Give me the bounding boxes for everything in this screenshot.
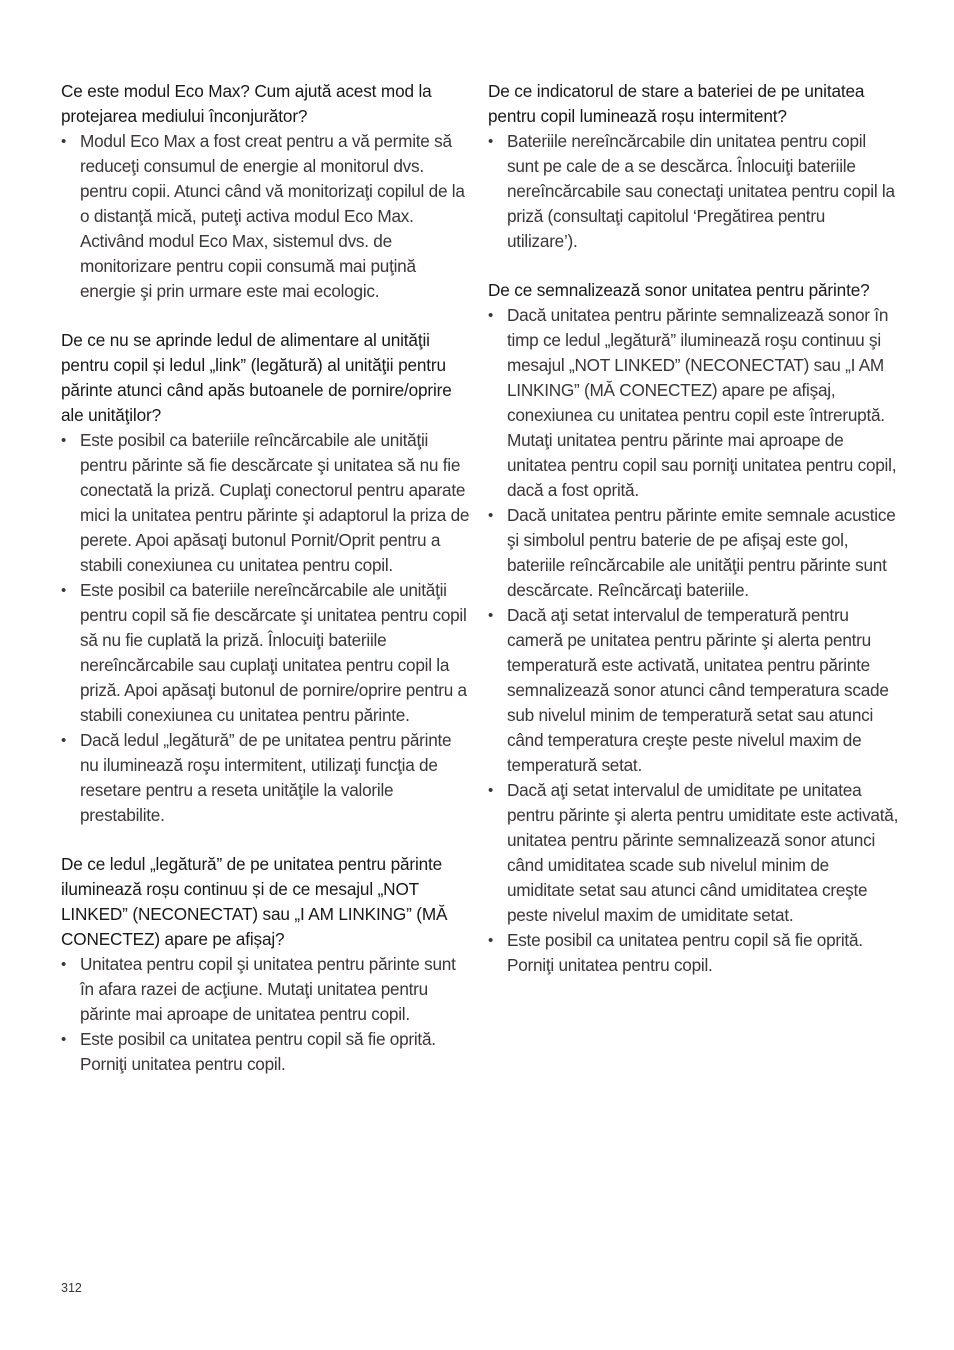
faq-answer-item: • Dacă unitatea pentru părinte emite semnale acustice şi simbolul pentru baterie de pe afişaj este gol, bateriile reîncărcabile ale unităţii pentru părinte sunt descărcate. Reîncărcaţi bateriile.: [488, 503, 900, 603]
faq-answer-item: • Dacă ledul „legătură” de pe unitatea pentru părinte nu iluminează roşu intermitent, utilizaţi funcţia de resetare pentru a reseta unităţile la valorile prestabilite.: [61, 728, 473, 828]
faq-question: De ce semnalizează sonor unitatea pentru părinte?: [488, 280, 870, 300]
faq-section-eco-max: [61, 79, 473, 304]
faq-answer-item: • Bateriile nereîncărcabile din unitatea pentru copil sunt pe cale de a se descărca. Înlocuiţi bateriile nereîncărcabile sau conectaţi unitatea pentru copil la priză (consultaţi capitolul ‘Pregătirea pentru utilizare’).: [488, 129, 900, 254]
faq-answer-item: • Este posibil ca unitatea pentru copil să fie oprită. Porniţi unitatea pentru copil.: [488, 928, 900, 978]
faq-answer-item: • Unitatea pentru copil şi unitatea pentru părinte sunt în afara razei de acţiune. Mutaţi unitatea pentru părinte mai aproape de unitatea pentru copil.: [61, 952, 473, 1027]
faq-section-battery-indicator: [488, 79, 900, 254]
faq-answer-list: [488, 129, 900, 254]
faq-answer-list: [61, 129, 473, 304]
faq-answer-item: • Modul Eco Max a fost creat pentru a vă permite să reduceţi consumul de energie al monitorul dvs. pentru copii. Atunci când vă monitorizaţi copilul de la o distanţă mică, puteţi activa modul Eco Max. Activând modul Eco Max, sistemul dvs. de monitorizare pentru copii consumă mai puţină energie şi prin urmare este mai ecologic.: [61, 129, 473, 304]
faq-question: De ce ledul „legătură” de pe unitatea pentru părinte iluminează roșu continuu și de ce mesajul „NOT LINKED” (NECONECTAT) sau „I AM LINKING” (MĂ CONECTEZ) apare pe afișaj?: [61, 854, 448, 949]
faq-answer-list: [488, 303, 900, 978]
faq-question: De ce indicatorul de stare a bateriei de pe unitatea pentru copil luminează roșu intermitent?: [488, 81, 865, 126]
page-number: 312: [61, 1281, 82, 1295]
faq-answer-item: • Este posibil ca unitatea pentru copil să fie oprită. Porniţi unitatea pentru copil.: [61, 1027, 473, 1077]
faq-question: Ce este modul Eco Max? Cum ajută acest mod la protejarea mediului înconjurător?: [61, 81, 432, 126]
right-column: [488, 79, 900, 1002]
faq-answer-list: [61, 952, 473, 1077]
faq-section-link-led: [61, 852, 473, 1077]
left-column: [61, 79, 473, 1101]
faq-section-parent-beeps: [488, 278, 900, 978]
faq-question: De ce nu se aprinde ledul de alimentare al unităţii pentru copil și ledul „link” (legătură) al unităţii pentru părinte atunci când apăs butoanele de pornire/oprire ale unităţilor?: [61, 330, 452, 425]
faq-answer-item: • Este posibil ca bateriile reîncărcabile ale unităţii pentru părinte să fie descărcate şi unitatea să nu fie conectată la priză. Cuplaţi conectorul pentru aparate mici la unitatea pentru părinte şi adaptorul la priza de perete. Apoi apăsaţi butonul Pornit/Oprit pentru a stabili conexiunea cu unitatea pentru copil.: [61, 428, 473, 578]
faq-answer-list: [61, 428, 473, 828]
faq-answer-item: • Dacă aţi setat intervalul de umiditate pe unitatea pentru părinte şi alerta pentru umiditate este activată, unitatea pentru părinte semnalizează sonor atunci când umiditatea scade sub nivelul minim de umiditate setat sau atunci când umiditatea creşte peste nivelul maxim de umiditate setat.: [488, 778, 900, 928]
faq-section-power-led: [61, 328, 473, 828]
faq-answer-item: • Este posibil ca bateriile nereîncărcabile ale unităţii pentru copil să fie descărcate şi unitatea pentru copil să nu fie cuplată la priză. Înlocuiţi bateriile nereîncărcabile sau cuplaţi unitatea pentru copil la priză. Apoi apăsaţi butonul de pornire/oprire pentru a stabili conexiunea cu unitatea pentru părinte.: [61, 578, 473, 728]
faq-answer-item: • Dacă aţi setat intervalul de temperatură pentru cameră pe unitatea pentru părinte şi alerta pentru temperatură este activată, unitatea pentru părinte semnalizează sonor atunci când temperatura scade sub nivelul minim de temperatură setat sau atunci când temperatura creşte peste nivelul maxim de temperatură setat.: [488, 603, 900, 778]
faq-answer-item: • Dacă unitatea pentru părinte semnalizează sonor în timp ce ledul „legătură” iluminează roşu continuu şi mesajul „NOT LINKED” (NECONECTAT) sau „I AM LINKING” (MĂ CONECTEZ) apare pe afişaj, conexiunea cu unitatea pentru copil este întreruptă. Mutaţi unitatea pentru părinte mai aproape de unitatea pentru copil sau porniţi unitatea pentru copil, dacă a fost oprită.: [488, 303, 900, 503]
